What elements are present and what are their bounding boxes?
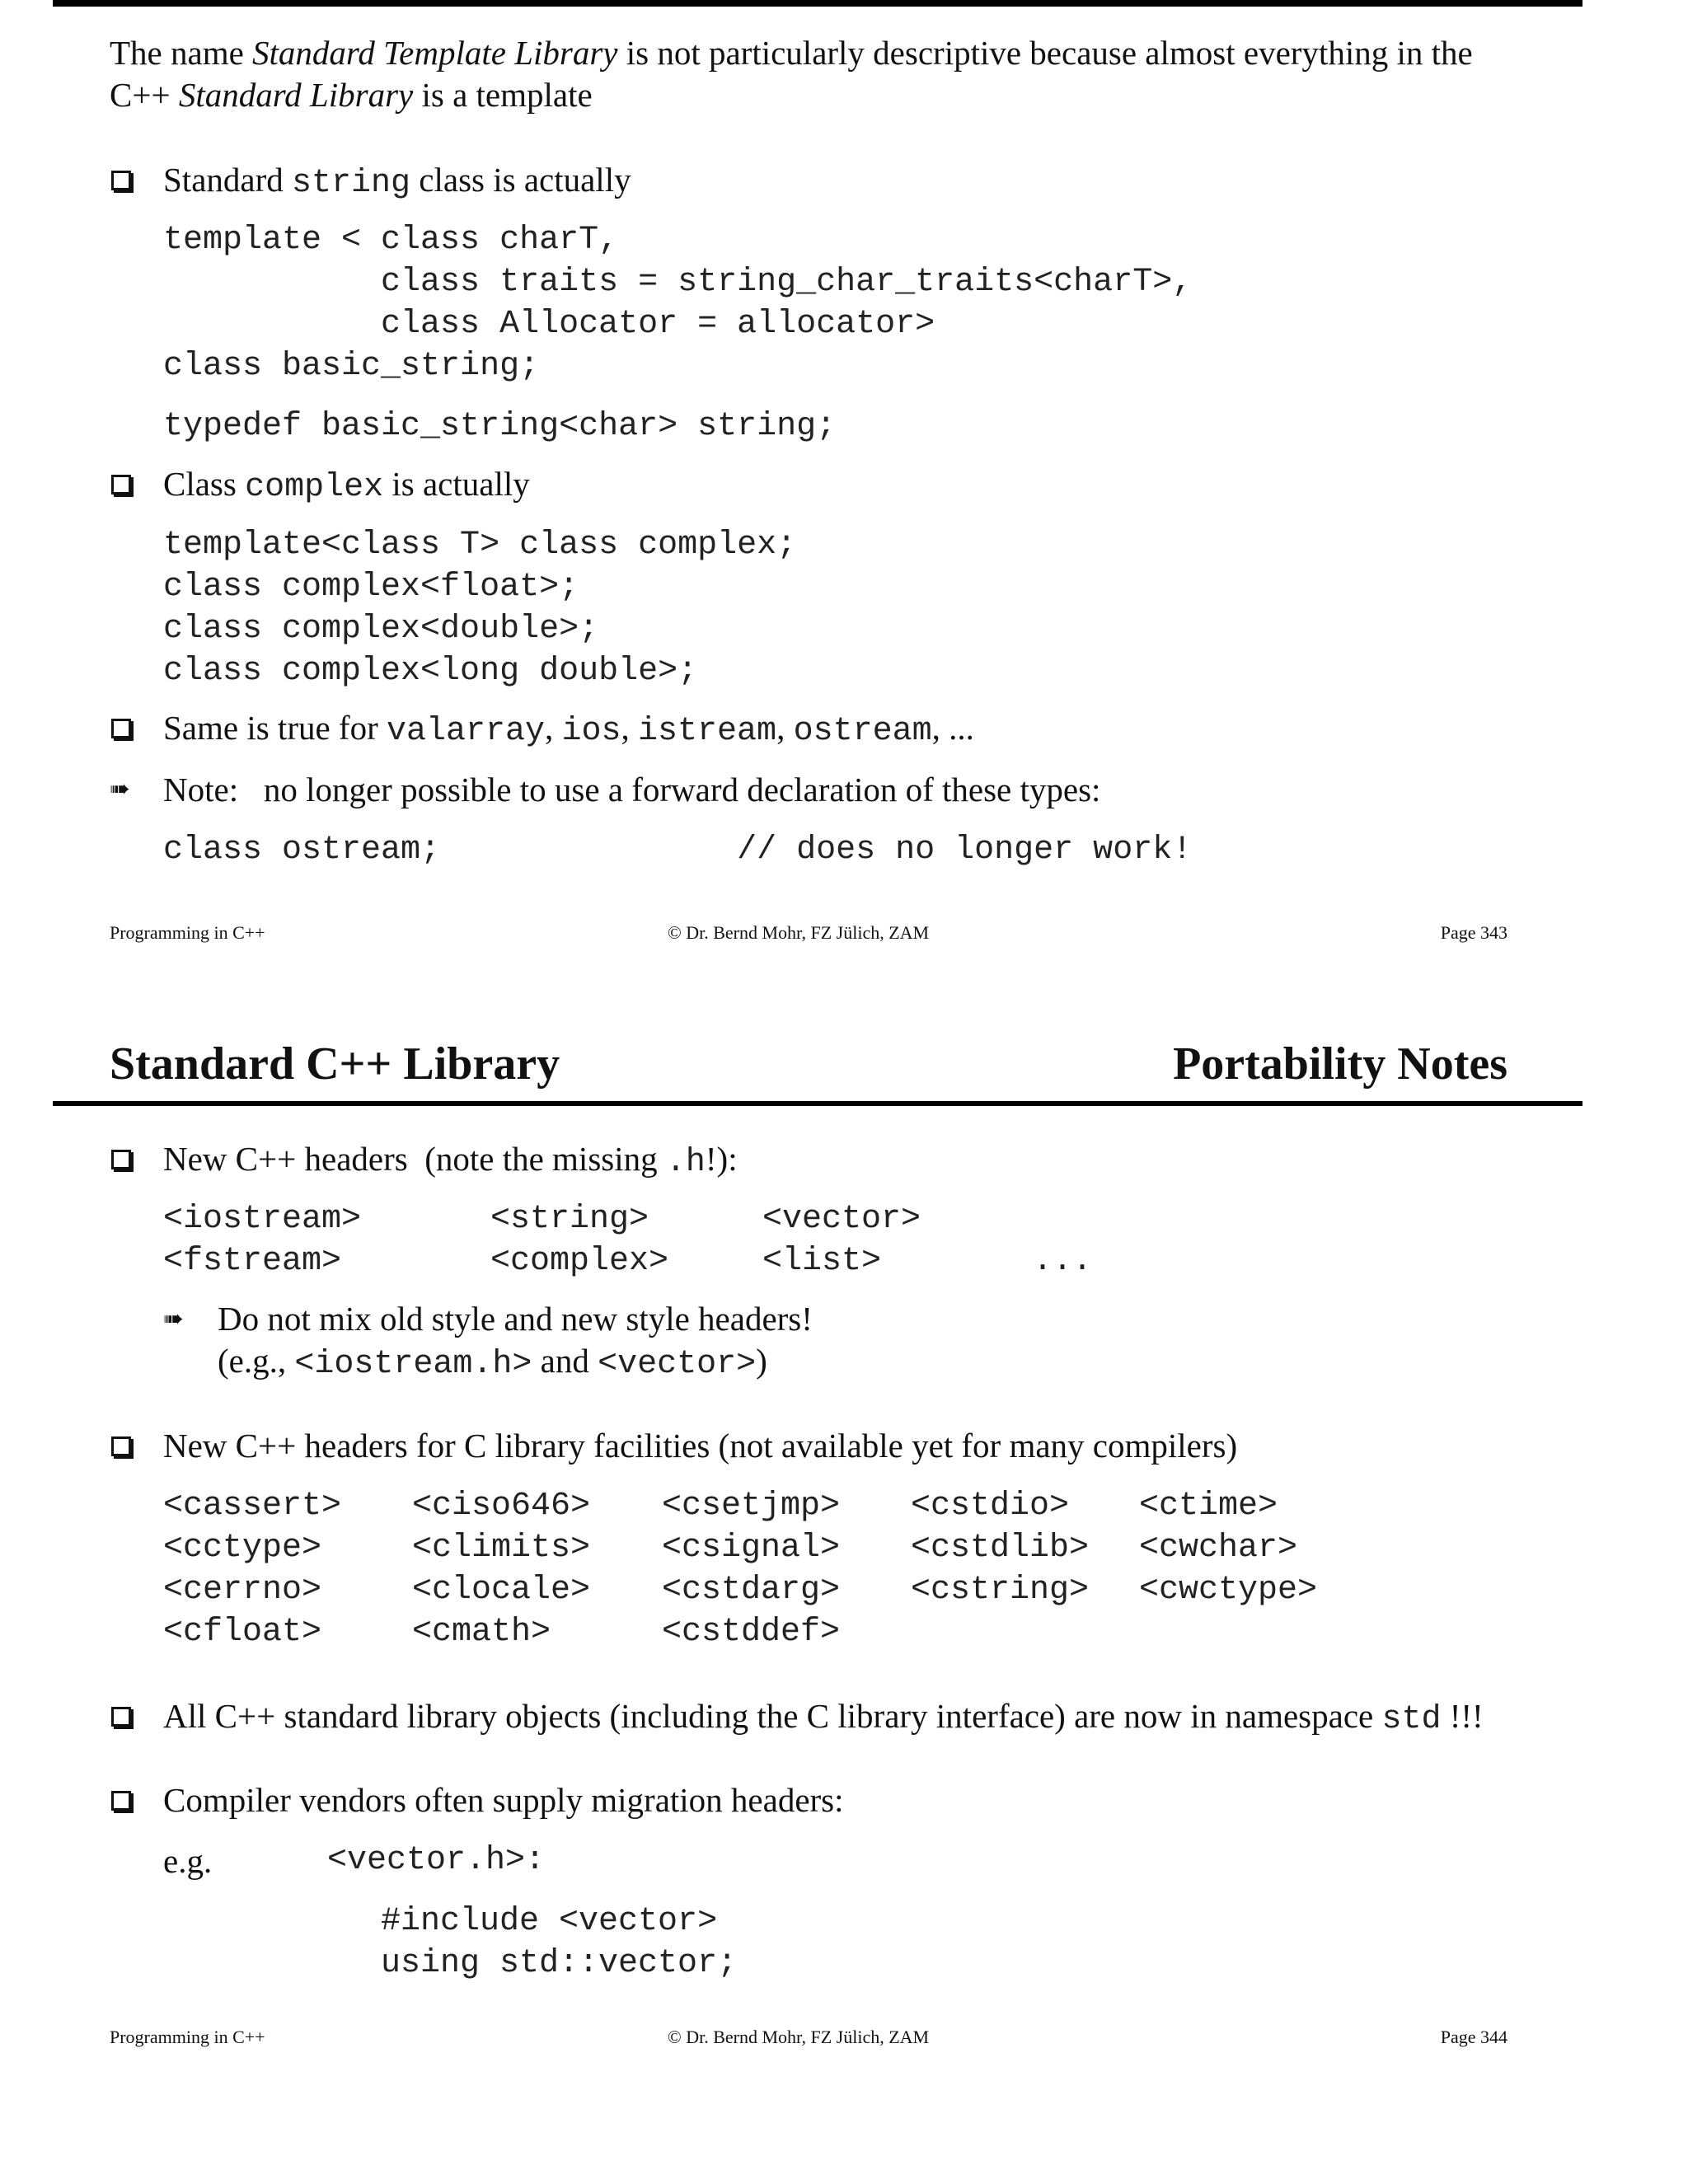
bullet-namespace-std: All C++ standard library objects (including the C library interface) are now in namespace std !!! (163, 1697, 1484, 1738)
bullet-migration-headers: Compiler vendors often supply migration headers: (163, 1781, 844, 1819)
footer-page-number: Page 343 (1440, 922, 1507, 943)
code-template-line-1: template < class charT, (163, 222, 619, 259)
sub-note-line-1: Do not mix old style and new style headers! (218, 1300, 813, 1338)
checkbox-bullet-icon (111, 1150, 131, 1169)
c-header: <cctype> (163, 1530, 322, 1567)
c-header: <cwchar> (1139, 1530, 1298, 1567)
header-iostream: <iostream> (163, 1201, 362, 1238)
footer-center: © Dr. Bernd Mohr, FZ Jülich, ZAM (668, 2027, 930, 2047)
footer-page-number: Page 344 (1440, 2027, 1507, 2047)
c-header: <clocale> (412, 1572, 591, 1609)
arrow-bullet-icon: ➠ (110, 775, 131, 804)
c-header: <cerrno> (163, 1572, 322, 1609)
bullet-same-true: Same is true for valarray, ios, istream, ostream, ... (163, 709, 974, 750)
code-ostream: class ostream; // does no longer work! (163, 832, 1193, 869)
c-header: <climits> (412, 1530, 591, 1567)
code-template-line-2: class traits = string_char_traits<charT>, (163, 264, 1193, 301)
code-complex-line-4: class complex<long double>; (163, 653, 698, 690)
bullet-new-headers: New C++ headers (note the missing .h!): (163, 1140, 738, 1181)
code-include-vector: #include <vector> (381, 1903, 718, 1940)
title-rule (53, 1101, 1582, 1106)
c-header: <ctime> (1139, 1488, 1278, 1525)
page-subtitle: Portability Notes (1173, 1038, 1507, 1090)
checkbox-bullet-icon (111, 1707, 131, 1727)
code-complex-line-3: class complex<double>; (163, 611, 599, 648)
c-header: <cfloat> (163, 1614, 322, 1651)
c-header: <ciso646> (412, 1488, 591, 1525)
note-forward-declaration: Note: no longer possible to use a forward declaration of these types: (163, 771, 1101, 808)
header-vector: <vector> (762, 1201, 921, 1238)
c-header: <cstdlib> (911, 1530, 1090, 1567)
bullet-string-class: Standard string class is actually (163, 161, 631, 202)
header-ellipsis: ... (1033, 1243, 1093, 1280)
header-fstream: <fstream> (163, 1243, 342, 1280)
code-using-vector: using std::vector; (381, 1945, 738, 1982)
eg-label: e.g. (163, 1842, 213, 1880)
intro-line-1: The name Standard Template Library is not particularly descriptive because almost everything in the (110, 34, 1473, 72)
code-typedef: typedef basic_string<char> string; (163, 408, 837, 445)
top-rule (53, 0, 1582, 7)
page-title: Standard C++ Library (110, 1038, 560, 1090)
code-template-line-4: class basic_string; (163, 348, 540, 385)
checkbox-bullet-icon (111, 171, 131, 190)
header-complex: <complex> (490, 1243, 669, 1280)
footer-left: Programming in C++ (110, 922, 265, 943)
eg-vector-h: <vector.h>: (327, 1842, 546, 1879)
checkbox-bullet-icon (111, 1436, 131, 1456)
c-header: <cstring> (911, 1572, 1090, 1609)
c-header: <cassert> (163, 1488, 342, 1525)
footer-left: Programming in C++ (110, 2027, 265, 2047)
c-header: <cstddef> (662, 1614, 841, 1651)
c-header: <cwctype> (1139, 1572, 1318, 1609)
checkbox-bullet-icon (111, 719, 131, 738)
code-complex-line-2: class complex<float>; (163, 569, 579, 606)
header-string: <string> (490, 1201, 649, 1238)
footer-center: © Dr. Bernd Mohr, FZ Jülich, ZAM (668, 922, 930, 943)
arrow-bullet-icon: ➠ (163, 1305, 185, 1333)
header-list: <list> (762, 1243, 882, 1280)
bullet-c-headers: New C++ headers for C library facilities (not available yet for many compilers) (163, 1427, 1238, 1465)
c-header: <csetjmp> (662, 1488, 841, 1525)
intro-line-2: C++ Standard Library is a template (110, 76, 593, 114)
checkbox-bullet-icon (111, 1791, 131, 1811)
c-header: <cmath> (412, 1614, 551, 1651)
bullet-complex-class: Class complex is actually (163, 465, 530, 506)
code-complex-line-1: template<class T> class complex; (163, 527, 797, 564)
sub-note-line-2: (e.g., <iostream.h> and <vector>) (218, 1342, 767, 1383)
checkbox-bullet-icon (111, 475, 131, 494)
c-header: <csignal> (662, 1530, 841, 1567)
c-header: <cstdio> (911, 1488, 1070, 1525)
c-header: <cstdarg> (662, 1572, 841, 1609)
code-template-line-3: class Allocator = allocator> (163, 306, 935, 343)
